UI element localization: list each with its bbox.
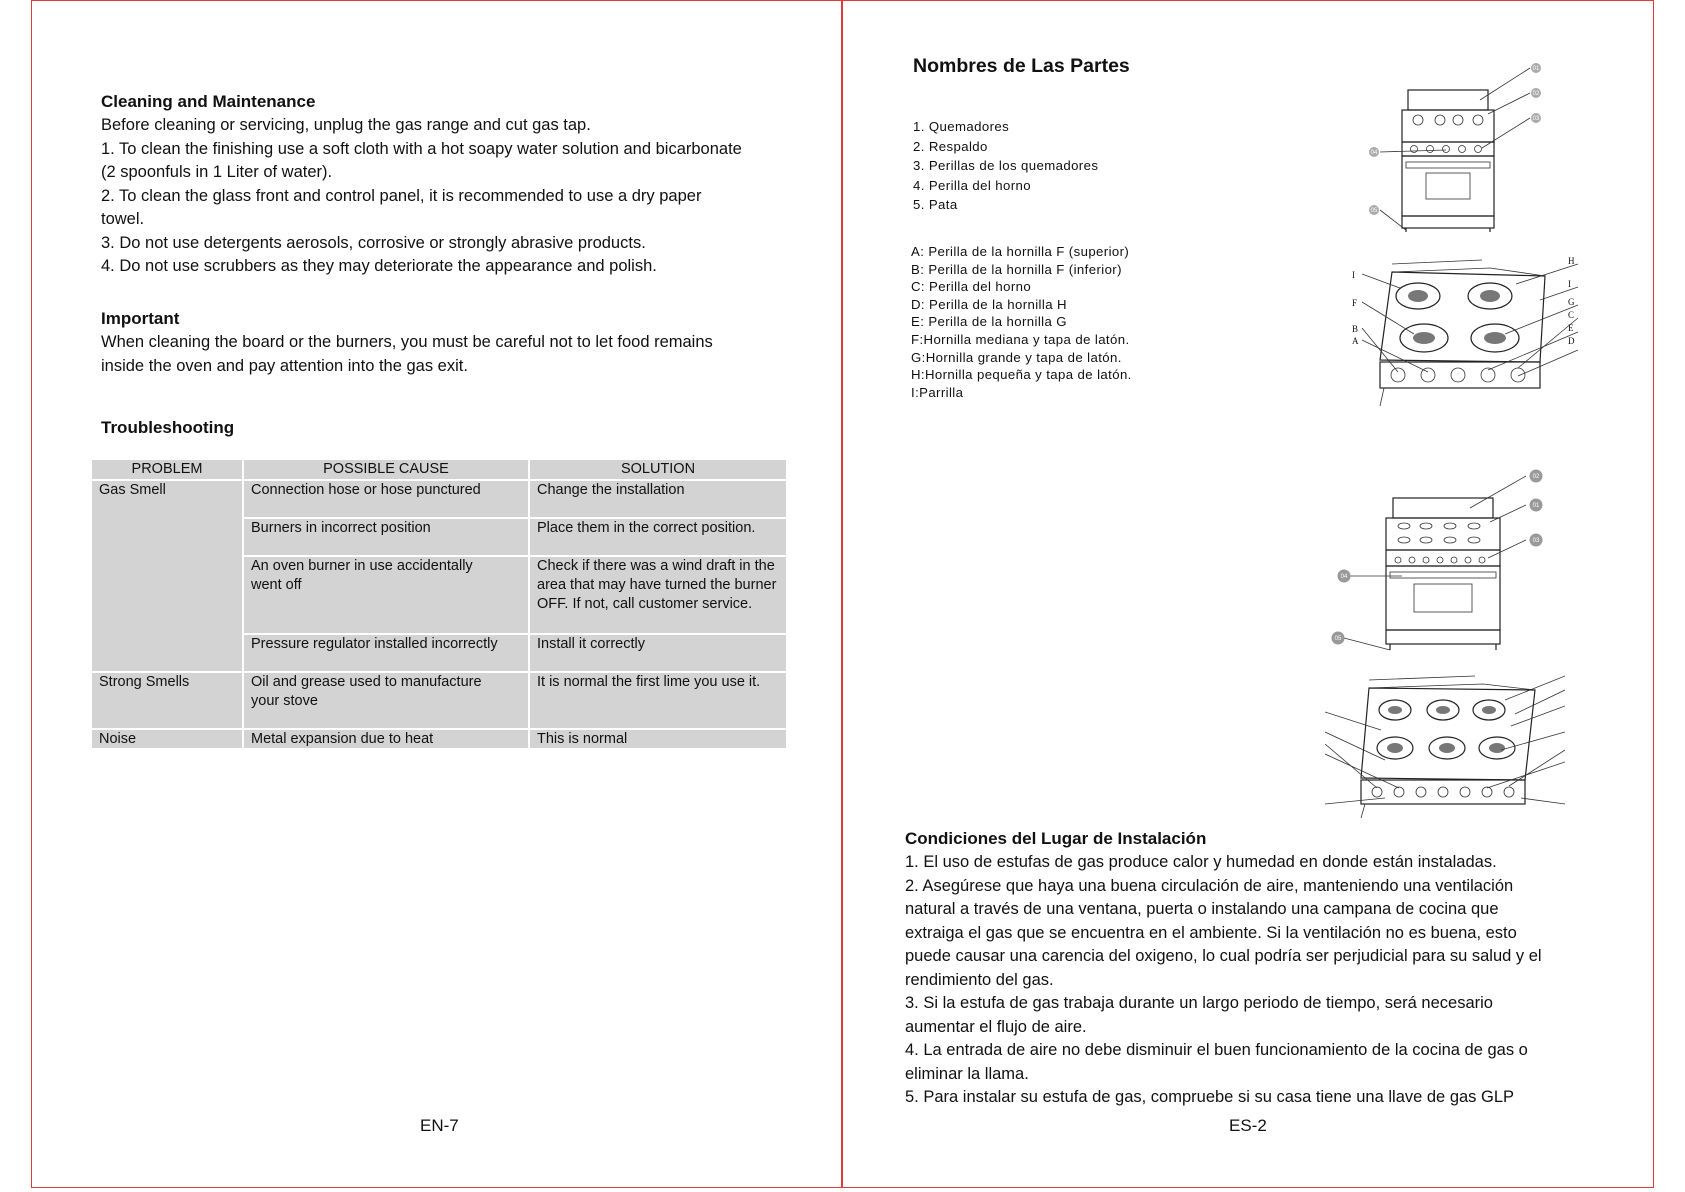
table-cell-solution: Check if there was a wind draft in the area that may have turned the burner OFF. If not, call customer service. (530, 557, 786, 633)
text-line: 5. Para instalar su estufa de gas, compruebe si su casa tiene una llave de gas GLP (905, 1088, 1515, 1106)
range-front-diagram-6-burner (1330, 462, 1570, 662)
callout-label: 05 (1370, 208, 1378, 214)
table-cell-cause: Connection hose or hose punctured (244, 481, 528, 517)
part-letter-label: A (1352, 336, 1359, 346)
text-line: 2. To clean the glass front and control panel, it is recommended to use a dry paper (101, 186, 702, 205)
callout-label: 01 (1532, 503, 1540, 509)
text-line: towel. (101, 210, 145, 228)
text-line: natural a través de una ventana, puerta o instalando una campana de cocina que (905, 900, 1499, 918)
list-item: G:Hornilla grande y tapa de latón. (911, 349, 1122, 365)
parts-numbered-list (913, 117, 1098, 215)
problem-noise: Noise (92, 730, 242, 748)
text-line: 1. To clean the finishing use a soft cloth with a hot soapy water solution and bicarbonate (101, 139, 742, 158)
part-letters-right (1568, 256, 1575, 346)
list-item: I:Parrilla (911, 384, 964, 400)
list-item: 4. Perilla del horno (913, 177, 1031, 193)
cleaning-heading: Cleaning and Maintenance (101, 92, 316, 111)
range-front-diagram-4-burner (1350, 60, 1570, 250)
text-line: 1. El uso de estufas de gas produce calor y humedad en donde están instaladas. (905, 853, 1497, 871)
callout-label: 03 (1532, 116, 1540, 122)
table-cell-solution: It is normal the first lime you use it. (530, 673, 786, 728)
callout-label: 04 (1340, 574, 1348, 580)
important-heading: Important (101, 309, 180, 328)
cleaning-text (101, 114, 742, 279)
page-number-right: ES-2 (1229, 1116, 1267, 1135)
table-header-solution: SOLUTION (530, 460, 786, 479)
list-item: H:Hornilla pequeña y tapa de latón. (911, 367, 1132, 383)
text-line: 4. Do not use scrubbers as they may deteriorate the appearance and polish. (101, 257, 657, 275)
text-line: rendimiento del gas. (905, 970, 1054, 989)
text-line: When cleaning the board or the burners, you must be careful not to let food remains (101, 333, 713, 351)
list-item: B: Perilla de la hornilla F (inferior) (911, 261, 1122, 277)
table-cell-cause: Oil and grease used to manufacture your stove (244, 673, 528, 728)
text-line: 2. Asegúrese que haya una buena circulación de aire, manteniendo una ventilación (905, 876, 1514, 895)
list-item: E: Perilla de la hornilla G (911, 314, 1067, 330)
parts-heading: Nombres de Las Partes (913, 55, 1130, 77)
text-line: (2 spoonfuls in 1 Liter of water). (101, 163, 333, 181)
callout-label: 01 (1532, 66, 1540, 72)
text-line: 3. Do not use detergents aerosols, corrosive or strongly abrasive products. (101, 233, 646, 252)
table-cell-solution: This is normal (530, 730, 786, 748)
important-text (101, 331, 713, 378)
list-item: F:Hornilla mediana y tapa de latón. (911, 331, 1130, 347)
troubleshooting-heading: Troubleshooting (101, 418, 235, 437)
list-item: D: Perilla de la hornilla H (911, 296, 1067, 312)
table-cell-solution: Place them in the correct position. (530, 519, 786, 555)
list-item: C: Perilla del horno (911, 279, 1032, 295)
table-cell-cause: Burners in incorrect position (244, 519, 528, 555)
text-line: Before cleaning or servicing, unplug the gas range and cut gas tap. (101, 116, 591, 134)
part-letter-label: G (1568, 297, 1575, 307)
part-letter-label: E (1568, 323, 1574, 333)
table-cell-cause: An oven burner in use accidentally went off (244, 557, 528, 633)
table-cell-solution: Install it correctly (530, 635, 786, 671)
part-letter-label: D (1568, 336, 1575, 346)
parts-lettered-list (911, 243, 1132, 401)
table-header-cause: POSSIBLE CAUSE (244, 460, 528, 479)
table-cell-cause: Metal expansion due to heat (244, 730, 528, 748)
cooktop-diagram-6-burner (1325, 670, 1565, 820)
list-item: A: Perilla de la hornilla F (superior) (911, 244, 1130, 259)
text-line: extraiga el gas que se encuentra en el ambiente. Si la ventilación no es buena, esto (905, 923, 1517, 942)
text-line: eliminar la llama. (905, 1064, 1029, 1083)
part-letter-label: I (1352, 270, 1355, 280)
list-item: 2. Respaldo (913, 138, 988, 154)
part-letter-label: C (1568, 310, 1575, 320)
problem-gas-smell: Gas Smell (92, 481, 242, 671)
callout-label: 02 (1532, 91, 1540, 97)
text-line: 3. Si la estufa de gas trabaja durante un largo periodo de tiempo, será necesario (905, 994, 1493, 1012)
problem-strong-smells: Strong Smells (92, 673, 242, 728)
text-line: 4. La entrada de aire no debe disminuir el buen funcionamiento de la cocina de gas o (905, 1041, 1528, 1059)
part-letter-label: H (1568, 256, 1575, 266)
table-header-problem: PROBLEM (92, 460, 242, 479)
list-item: 5. Pata (913, 197, 958, 213)
troubleshooting-table (92, 460, 786, 748)
page-number-left: EN-7 (420, 1116, 459, 1135)
text-line: puede causar una carencia del oxigeno, lo cual podría ser perjudicial para su salud y el (905, 947, 1542, 965)
installation-heading: Condiciones del Lugar de Instalación (905, 829, 1207, 848)
list-item: 3. Perillas de los quemadores (913, 158, 1099, 174)
callout-label: 02 (1532, 474, 1540, 480)
table-cell-cause: Pressure regulator installed incorrectly (244, 635, 528, 671)
part-letter-label: B (1352, 324, 1359, 334)
callout-label: 04 (1370, 150, 1378, 156)
installation-text (905, 851, 1542, 1110)
part-letter-label: F (1352, 298, 1358, 308)
table-cell-solution: Change the installation (530, 481, 786, 517)
callout-label: 03 (1532, 538, 1540, 544)
part-letter-label: I (1568, 279, 1571, 289)
text-line: aumentar el flujo de aire. (905, 1017, 1087, 1036)
list-item: 1. Quemadores (913, 119, 1010, 134)
callout-label: 05 (1334, 636, 1342, 642)
cooktop-diagram-4-burner (1340, 250, 1580, 410)
text-line: inside the oven and pay attention into the gas exit. (101, 356, 468, 375)
